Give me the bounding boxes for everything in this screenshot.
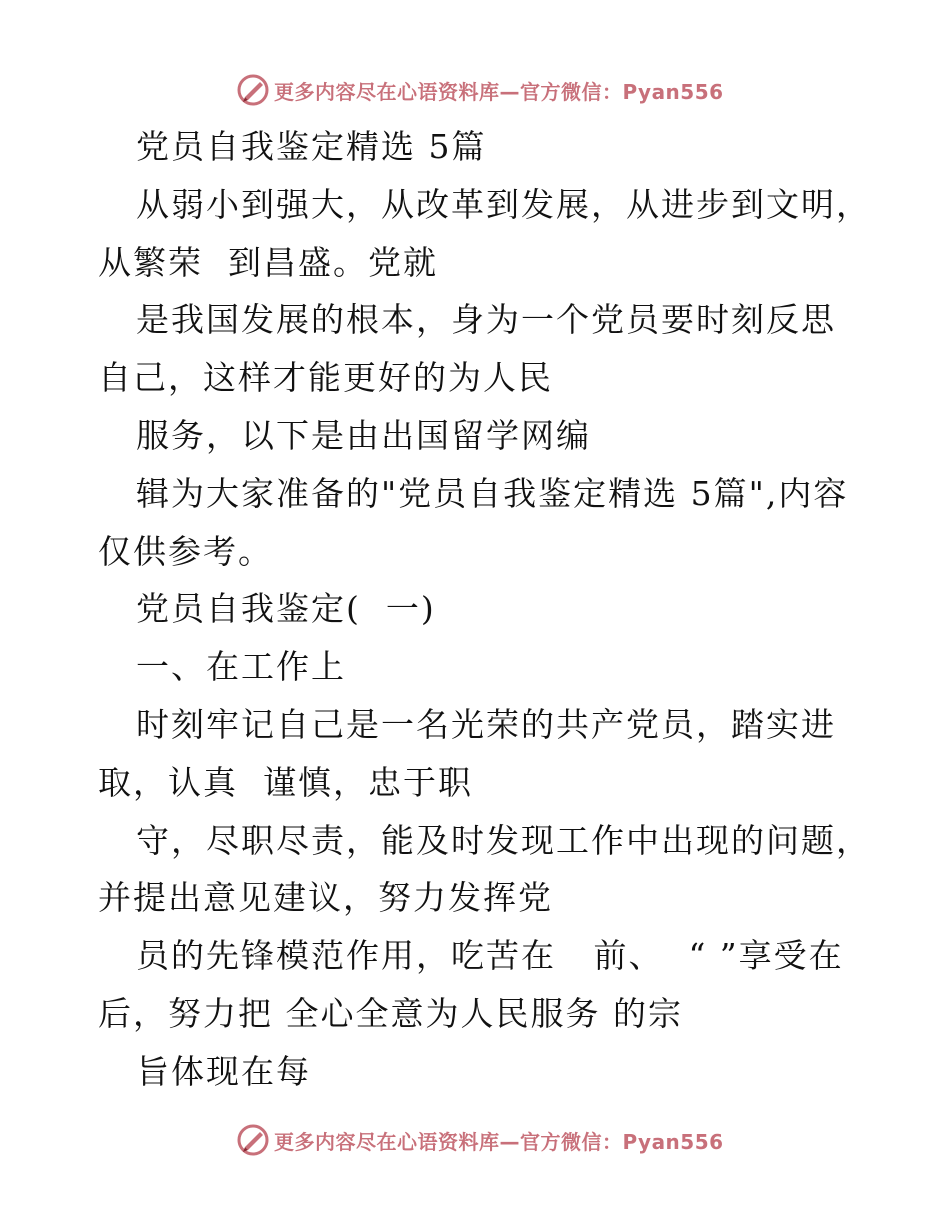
text-line: 守，尽职尽责，能及时发现工作中出现的问题， [136, 820, 871, 860]
text-line: 仅供参考。 [98, 531, 273, 571]
watermark-text: 更多内容尽在心语资料库—官方微信：Pyan556 [274, 79, 724, 104]
text-line: 取，认真 谨慎，忠于职 [98, 762, 473, 802]
text-line: 自己，这样才能更好的为人民 [98, 358, 553, 398]
text-line: 党员自我鉴定( 一) [136, 589, 436, 629]
text-line: 从繁荣 到昌盛。党就 [98, 242, 438, 282]
footer-watermark [236, 1120, 756, 1160]
header-watermark [236, 70, 756, 110]
pen-logo-icon [236, 1123, 270, 1157]
text-line: 服务，以下是由出国留学网编 [136, 415, 591, 455]
text-line: 辑为大家准备的"党员自我鉴定精选 5篇",内容 [136, 473, 849, 513]
text-line: 一、在工作上 [136, 647, 346, 687]
text-line: 旨体现在每 [136, 1051, 311, 1091]
text-line: 党员自我鉴定精选 5篇 [136, 127, 487, 166]
text-line: 后，努力把 全心全意为人民服务 的宗 [98, 993, 683, 1033]
text-line: 员的先锋模范作用，吃苦在 前、 “ ”享受在 [136, 936, 844, 976]
watermark-text: 更多内容尽在心语资料库—官方微信：Pyan556 [274, 1129, 724, 1154]
text-line: 并提出意见建议，努力发挥党 [98, 878, 553, 918]
document-body [98, 118, 871, 1101]
text-line: 时刻牢记自己是一名光荣的共产党员，踏实进 [136, 704, 836, 744]
text-line: 是我国发展的根本，身为一个党员要时刻反思 [136, 300, 836, 340]
pen-logo-icon [236, 73, 270, 107]
text-line: 从弱小到强大，从改革到发展，从进步到文明， [136, 184, 871, 224]
